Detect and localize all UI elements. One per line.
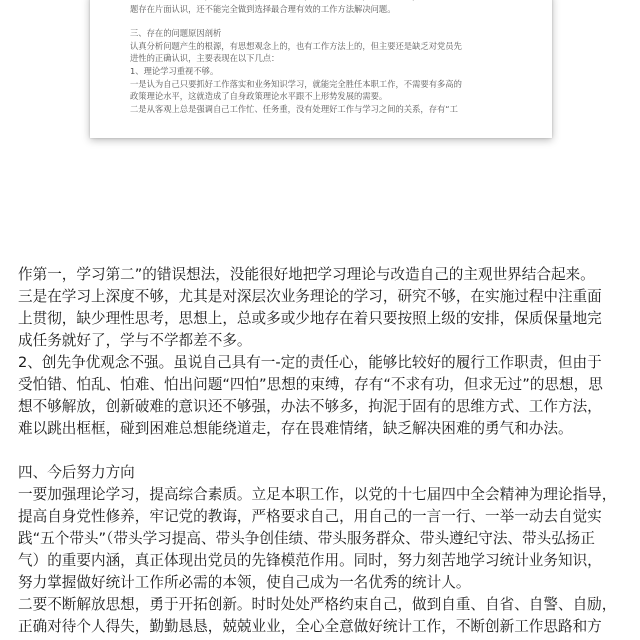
paragraph-gap — [18, 440, 630, 462]
thumbnail-line: 题存在片面认识，还不能完全做到选择最合理有效的工作方法解决问题。 — [130, 3, 396, 14]
body-line: 受怕错、怕乱、怕难、怕出问题“四怕”思想的束缚，存有“不求有功，但求无过”的思想，思 — [18, 376, 603, 393]
thumbnail-line: 二是从客观上总是强调自己工作忙、任务重，没有处理好工作与学习之间的关系，存有“工 — [130, 103, 458, 114]
body-line: 努力掌握做好统计工作所必需的本领，使自己成为一名优秀的统计人。 — [18, 574, 471, 591]
body-line: 想不够解放，创新破难的意识还不够强，办法不够多，拘泥于固有的思维方式、工作方法， — [18, 398, 602, 415]
body-line: 气）的重要内涵，真正体现出党员的先锋模范作用。同时，努力刻苦地学习统计业务知识， — [18, 552, 602, 569]
thumbnail-text — [130, 0, 530, 115]
body-line: 一要加强理论学习，提高综合素质。立足本职工作，以党的十七届四中全会精神为理论指导， — [18, 486, 617, 503]
body-line: 三是在学习上深度不够，尤其是对深层次业务理论的学习，研究不够，在实施过程中注重面 — [18, 288, 602, 305]
thumbnail-heading: 三、存在的问题原因剖析 — [130, 28, 222, 39]
thumbnail-line: 认真分析问题产生的根源，有思想观念上的，也有工作方法上的，但主要还是缺乏对党员先 — [130, 40, 462, 51]
body-line: 成任务就好了，学与不学都差不多。 — [18, 332, 252, 349]
body-line: 正确对待个人得失，勤勤恳恳，兢兢业业，全心全意做好统计工作，不断创新工作思路和方 — [18, 618, 602, 635]
thumbnail-line: 进性的正确认识，主要表现在以下几点： — [130, 53, 280, 64]
thumbnail-line: 一是认为自己只要抓好工作落实和业务知识学习，就能完全胜任本职工作，不需要有多高的 — [130, 78, 462, 89]
body-text — [18, 264, 630, 638]
body-line: 难以跳出框框，碰到困难总想能绕道走，存在畏难情绪，缺乏解决困难的勇气和办法。 — [18, 420, 573, 437]
body-line: 践“五个带头”（带头学习提高、带头争创佳绩、带头服务群众、带头遵纪守法、带头弘扬正 — [18, 530, 595, 547]
thumbnail-line: 政策理论水平，这就造成了自身政策理论水平跟不上形势发展的需要。 — [130, 91, 388, 102]
section-heading: 四、今后努力方向 — [18, 464, 135, 481]
body-line: 二要不断解放思想，勇于开拓创新。时时处处严格约束自己，做到自重、自省、自警、自励， — [18, 596, 617, 613]
body-line: 提高自身党性修养，牢记党的教诲，严格要求自己，用自己的一言一行、一举一动去自觉实 — [18, 508, 602, 525]
thumbnail-area — [0, 0, 640, 160]
page-thumbnail — [90, 0, 552, 138]
body-line: 2、创先争优观念不强。虽说自己具有一-定的责任心，能够比较好的履行工作职责，但由于 — [18, 354, 602, 371]
body-line: 作第一，学习第二”的错误想法，没能很好地把学习理论与改造自己的主观世界结合起来。 — [18, 266, 595, 283]
body-line: 上贯彻，缺少理性思考，思想上，总或多或少地存在着只要按照上级的安排，保质保量地完 — [18, 310, 602, 327]
thumbnail-line: 1、理论学习重视不够。 — [130, 65, 219, 76]
